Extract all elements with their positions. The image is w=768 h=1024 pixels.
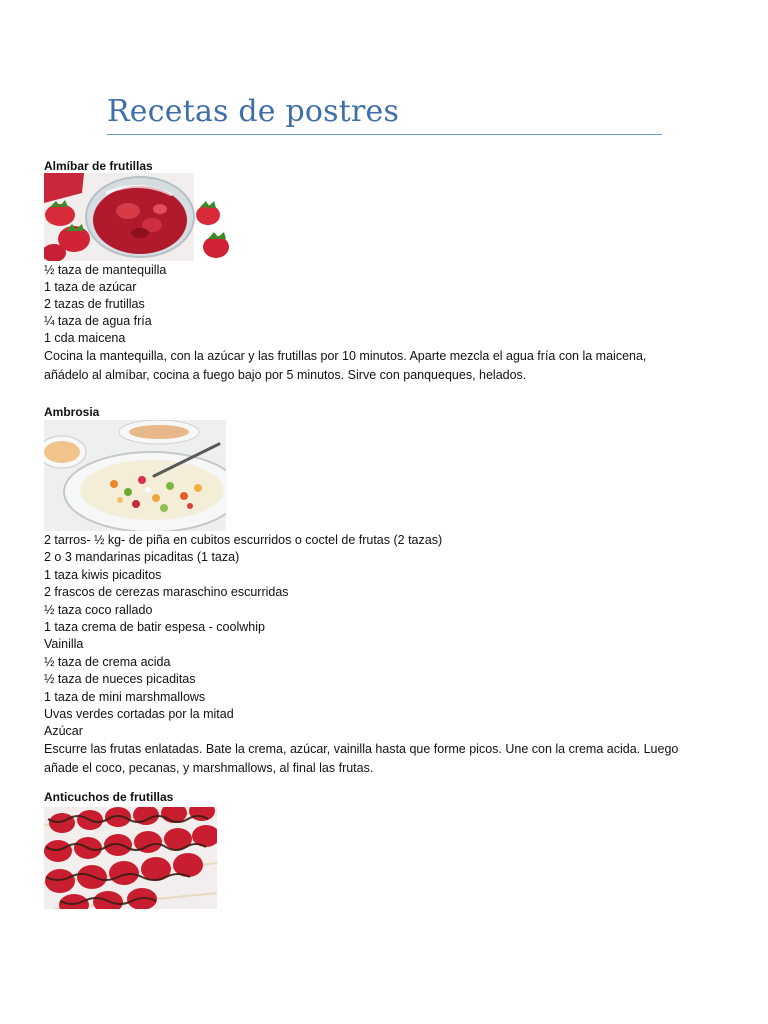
ingredient-line: ½ taza coco rallado (44, 603, 153, 617)
strawberry-syrup-image (44, 173, 230, 261)
ingredient-line: 2 tazas de frutillas (44, 297, 145, 311)
ingredient-line: Vainilla (44, 637, 84, 651)
ingredient-line: ½ taza de crema acida (44, 655, 171, 669)
ingredient-line: 1 cda maicena (44, 331, 126, 345)
ingredient-line: 2 tarros- ½ kg- de piña en cubitos escurridos o coctel de frutas (2 tazas) (44, 533, 443, 547)
ingredient-line: 1 taza kiwis picaditos (44, 568, 162, 582)
ingredient-line: 1 taza de azúcar (44, 280, 137, 294)
ingredient-line: ½ taza de mantequilla (44, 263, 167, 277)
strawberry-skewers-image (44, 807, 217, 909)
recipe-title-almibar: Almíbar de frutillas (44, 159, 153, 173)
ingredient-line: ¼ taza de agua fría (44, 314, 152, 328)
ambrosia-image (44, 420, 226, 531)
recipe-title-ambrosia: Ambrosia (44, 405, 100, 419)
ingredient-line: Uvas verdes cortadas por la mitad (44, 707, 234, 721)
ingredient-line: 2 frascos de cerezas maraschino escurridas (44, 585, 289, 599)
recipe-instructions: Escurre las frutas enlatadas. Bate la crema, azúcar, vainilla hasta que forme picos. Une con la crema acida. Luego añade el coco, pecanas, y marshmallows, al final las frutas. (44, 742, 679, 775)
recipe-instructions: Cocina la mantequilla, con la azúcar y las frutillas por 10 minutos. Aparte mezcla el agua fría con la maicena, añádelo al almíbar, cocina a fuego bajo por 5 minutos. Sirve con panqueques, helados. (44, 349, 647, 382)
ingredient-line: 1 taza de mini marshmallows (44, 690, 206, 704)
ingredient-line: 1 taza crema de batir espesa - coolwhip (44, 620, 265, 634)
document-title: Recetas de postres (107, 92, 662, 135)
recipe-title-anticuchos: Anticuchos de frutillas (44, 790, 174, 804)
ingredient-line: ½ taza de nueces picaditas (44, 672, 196, 686)
ingredient-line: Azúcar (44, 724, 83, 738)
ingredient-line: 2 o 3 mandarinas picaditas (1 taza) (44, 550, 240, 564)
